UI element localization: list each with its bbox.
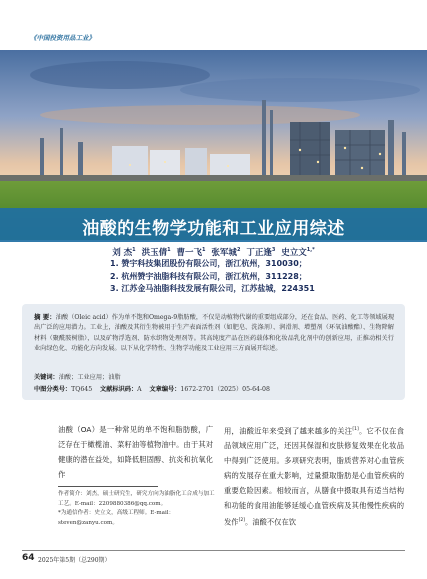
abstract xyxy=(34,312,394,354)
affiliation: 3. 江苏金马油脂科技发展有限公司，江苏盐城，224351 xyxy=(110,284,315,293)
footnote-corresponding: *为通信作者：史立文，高级工程师。E-mail：steven@zanyu.com。 xyxy=(58,510,175,526)
article-id-value: 1672-2701（2025）05-64-08 xyxy=(180,386,270,393)
classification-line xyxy=(34,384,394,393)
citation: [2] xyxy=(238,518,245,524)
keywords-label: 关键词： xyxy=(34,374,59,381)
footnote-divider xyxy=(58,486,158,487)
affiliation-list xyxy=(110,258,370,296)
author: 史立文$^{1,*}$ xyxy=(281,247,315,258)
doc-code-value: A xyxy=(137,386,142,393)
issue-info: 2025年第5期（总290期） xyxy=(38,557,111,564)
keywords-text: 油酸；工业应用；油脂 xyxy=(58,374,121,381)
citation: [1] xyxy=(352,427,359,432)
author: 刘 杰$^1$ xyxy=(112,247,136,258)
clc-value: TQ645 xyxy=(71,386,93,393)
footer-divider xyxy=(22,550,405,551)
body-column-left: 油酸（OA）是一种常见的单不饱和脂肪酸，广泛存在于橄榄油、菜籽油等植物油中。由于其对健康的潜在益处，如降低胆固醇、抗炎和抗氧化作 xyxy=(58,425,213,479)
author-list xyxy=(0,246,427,258)
clc-label: 中图分类号： xyxy=(34,386,72,393)
author: 丁正逢$^3$ xyxy=(246,247,276,258)
abstract-label: 摘 要： xyxy=(34,313,56,321)
author: 张军城$^2$ xyxy=(211,247,241,258)
author: 洪玉倩$^1$ xyxy=(141,247,171,258)
body-column-right: 用，油酸近年来受到了越来越多的关注[1]。它不仅在食品领域应用广泛，还因其保湿和皮肤修复效果在化妆品中得到广泛使用。多项研究表明，脂质营养对心血管疾病的发展存在重大影响，过量摄取脂肪是心血管疾病的重要危险因素。相较而言，从膳食中摄取具有适当结构和功能的食用油能够延缓心血管疾病及其他慢性疾病的发作[2]。油酸不仅在饮 xyxy=(224,426,405,527)
doc-code-label: 文献标识码： xyxy=(100,386,138,393)
article-title: 油酸的生物学功能和工业应用综述 xyxy=(82,219,345,239)
article-id-label: 文章编号： xyxy=(149,386,181,393)
affiliation: 1. 赞宇科技集团股份有限公司，浙江杭州，310030； xyxy=(110,259,307,268)
footnote-author-bio: 作者简介：刘杰，硕士研究生，研究方向为油脂化工合成与加工工艺。E-mail：2209880386@qq.com。 xyxy=(58,491,215,507)
author: 曹一飞$^1$ xyxy=(176,247,206,258)
journal-name: 《中国投资用品工业》 xyxy=(30,34,95,42)
keywords xyxy=(34,372,394,381)
footnotes xyxy=(58,490,218,528)
abstract-text: 油酸（Oleic acid）作为单不饱和Omega-9脂肪酸，不仅是动植物代谢的重要组成部分，还在食品、医药、化工等领域展现出广泛的应用潜力。工业上，油酸及其衍生物被用于生产表面活性剂（如肥皂、洗涤剂）、润滑剂、增塑剂（环氧油酸酯）、生物降解材料（聚酰胺树脂），以及矿物浮选剂、防水织物处理剂等。其高纯度产品在医药载体和化妆品乳化剂中的创新应用，正推动相关行业向绿色化、功能化方向发展。以下从化学特性、生物学功能及工业应用三方面展开综述。 xyxy=(34,314,395,352)
affiliation: 2. 杭州赞宇油脂科技有限公司，浙江杭州，311228； xyxy=(110,271,307,281)
page-number: 64 xyxy=(22,553,35,563)
